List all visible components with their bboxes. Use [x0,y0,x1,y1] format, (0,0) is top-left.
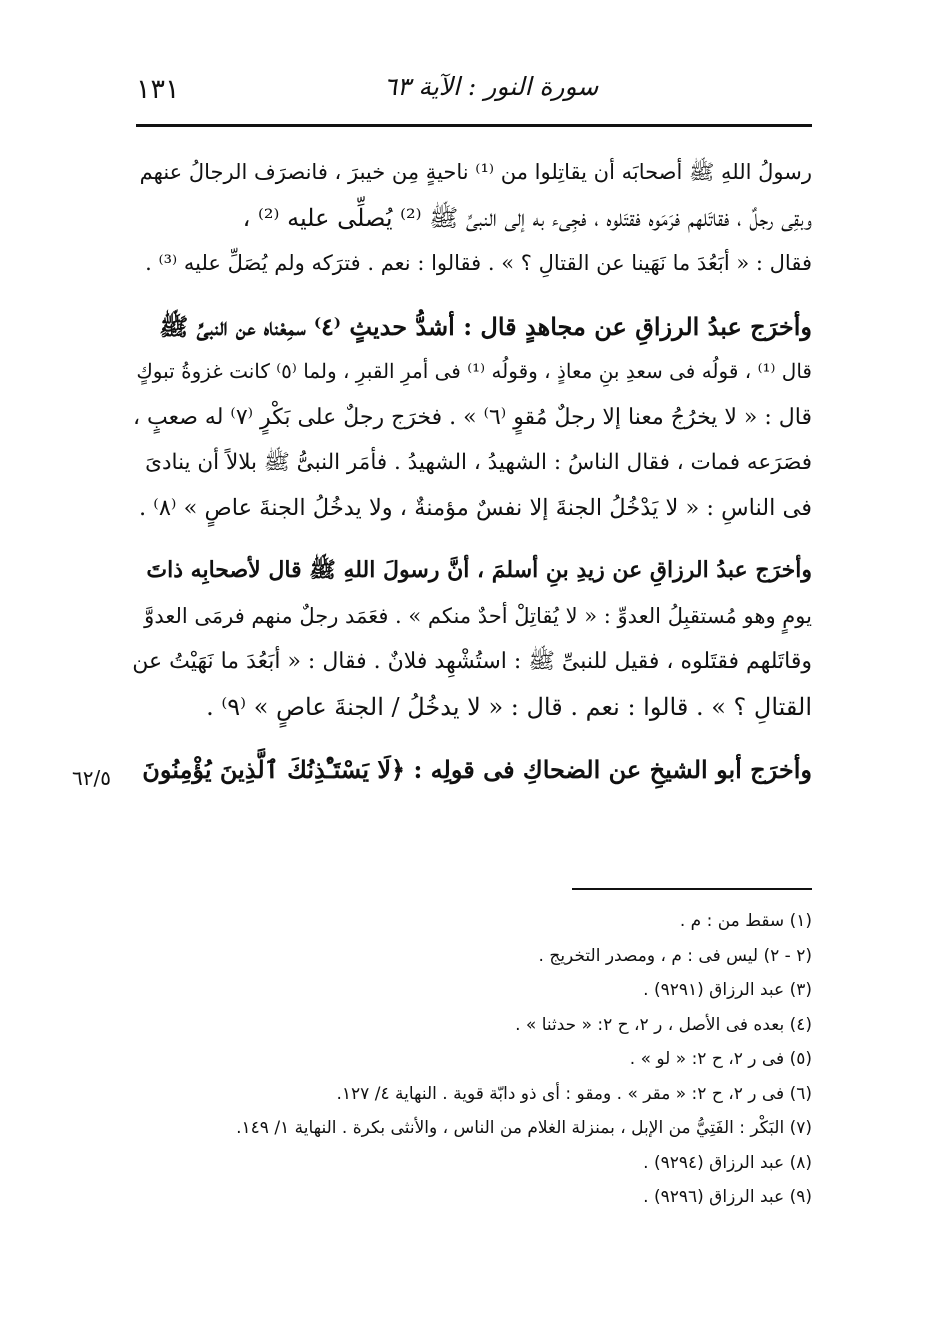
text-line: رسولُ اللهِ ﷺ أصحابَه أن يقاتِلوا من ⁽¹⁾ ناحيةٍ مِن خيبرَ ، فانصرَف الرجالُ عنهم [139,160,812,184]
paragraph-4 [132,747,812,793]
text-line: قال : « لا يخرُجُ معنا إلا رجلٌ مُقوٍ ⁽٦⁾ » . فخرَج رجلٌ على بَكْرٍ ⁽٧⁾ له صعبٍ ، [132,404,812,430]
text-line: فى الناسِ : « لا يَدْخُلُ الجنةَ إلا نفسٌ مؤمنةٌ ، ولا يدخُلُ الجنةَ عاصٍ » ⁽٨⁾ . [138,494,812,521]
paragraph-3 [132,548,812,730]
footnote-item: (١) سقط من : م . [679,911,812,931]
footnote-item: (٥) فى ر ٢، ح ٢: « لو » . [629,1049,812,1069]
margin-page-reference: ٦٢/٥ [72,766,111,790]
text-line: وأخرَج أبو الشيخِ عن الضحاكِ فى قولِه : ﴿لَا يَسْتَـْٔذِنُكَ ٱلَّذِينَ يُؤْمِنُونَ [142,755,812,784]
text-line: يومٍ وهو مُستقبِلُ العدوِّ : « لا يُقاتِلْ أحدٌ منكم » . فعَمَد رجلٌ منهم فرمَى العدوَّ [144,603,812,628]
running-title: سورة النور : الآية ٦٣ [383,72,599,101]
body-text [132,150,812,793]
text-line: وأخرَج عبدُ الرزاقِ عن زيدِ بنِ أسلمَ ، أنَّ رسولَ اللهِ ﷺ قال لأصحابِه ذاتَ [146,557,812,583]
text-line: وقاتَلهم فقتَلوه ، فقيل للنبىِّ ﷺ : استُشْهِد فلانٌ . فقال : « أبَعُدَ ما نَهَيْتُ عن [132,649,812,674]
paragraph-1 [132,150,812,287]
text-line: وبقِى رجلٌ ، فقاتَلهم فرَمَوه فقتَلوه ، فجِىء به إلى النبىِّ ﷺ ⁽²⁾ يُصلِّى عليه ⁽²⁾ ، [242,203,812,232]
footnote-item: (٦) فى ر ٢، ح ٢: « مقر » . ومقو : أى ذو دابّة قوية . النهاية ٤/ ١٢٧. [336,1083,812,1104]
footnote-item: (٧) البَكْر : الفَتِيُّ من الإبل ، بمنزلة الغلام من الناس ، والأنثى بكرة . النهاية ١/ ١٤٩. [236,1118,812,1138]
text-line: القتالِ ؟ » . قالوا : نعم . قال : « لا يدخُلُ / الجنةَ عاصٍ » ⁽٩⁾ . [206,692,812,721]
footnote-item: (٢ - ٢) ليس فى : م ، ومصدر التخريج . [538,945,812,966]
footnote-item: (٨) عبد الرزاق (٩٢٩٤) . [643,1152,812,1173]
footnote-item: (٣) عبد الرزاق (٩٢٩١) . [643,980,812,1000]
footnote-item: (٩) عبد الرزاق (٩٢٩٦) . [643,1187,812,1207]
page-header [136,66,812,118]
text-line: قال ⁽¹⁾ ، قولُه فى سعدِ بنِ معاذٍ ، وقولُه ⁽¹⁾ فى أمرِ القبرِ ، ولما ⁽٥⁾ كانت غزوةُ تبوكٍ [136,359,812,383]
page-number: ١٣١ [136,74,180,105]
footnote-rule [572,888,812,890]
text-line: فصَرَعه فمات ، فقال الناسُ : الشهيدُ ، الشهيدُ . فأمَر النبىُّ ﷺ بلالاً أن ينادىَ [145,450,812,475]
header-rule [136,124,812,127]
paragraph-2 [132,304,812,532]
text-line: وأخرَج عبدُ الرزاقِ عن مجاهدٍ قال : أشدُّ حديثٍ ⁽٤⁾ سمِعْناه عن النبىِّ ﷺ [159,311,812,341]
footnote-item: (٤) بعده فى الأصل ، ر ٢، ح ٢: « حدثنا » . [515,1014,812,1035]
text-line: فقال : « أبَعُدَ ما نَهَينا عن القتالِ ؟ » . فقالوا : نعم . فترَكه ولم يُصَلِّ عليه ⁽³⁾ . [145,251,812,275]
footnotes [132,904,812,1215]
